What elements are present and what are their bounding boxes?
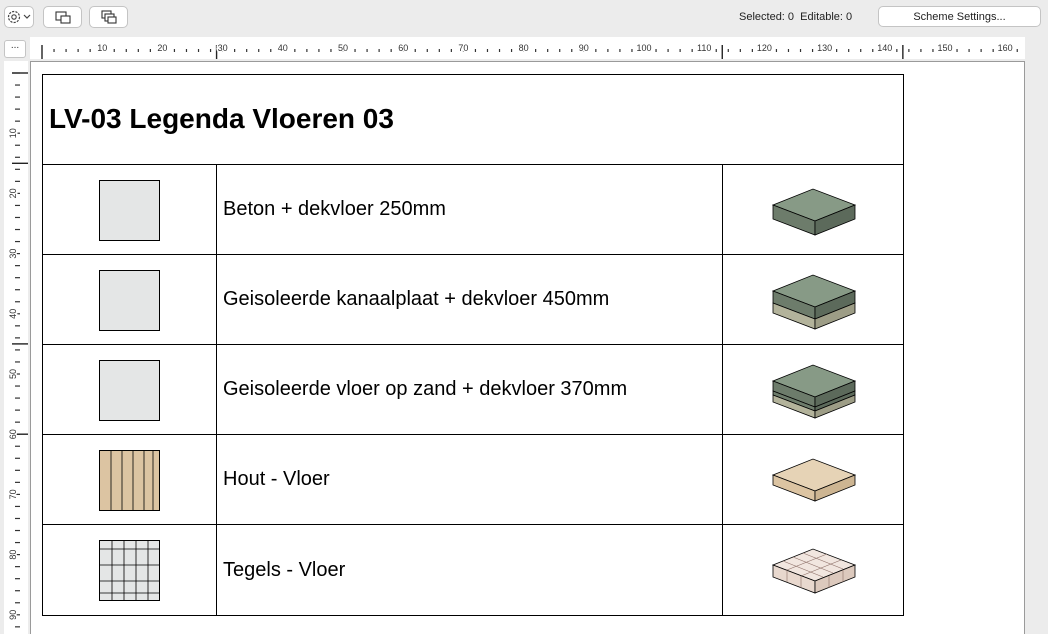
- wood-floor-preview-icon: [771, 453, 857, 507]
- description-cell: [217, 525, 723, 615]
- select-multiple-button[interactable]: [89, 6, 128, 28]
- scheme-settings-button[interactable]: Scheme Settings...: [878, 6, 1041, 27]
- floor-slab-preview-icon: [771, 183, 857, 237]
- preview-cell: [723, 345, 903, 434]
- select-element-button[interactable]: [43, 6, 82, 28]
- selected-count: Selected: 0: [739, 11, 795, 23]
- ruler-label: 10: [97, 43, 108, 53]
- insulated-slab-swatch: [99, 270, 160, 331]
- ruler-label: 30: [8, 248, 18, 259]
- settings-button[interactable]: [4, 6, 34, 28]
- row-description: Hout - Vloer: [223, 468, 330, 490]
- preview-cell: [723, 165, 903, 254]
- legend-row[interactable]: [43, 435, 903, 525]
- legend-title-cell: [43, 75, 903, 165]
- row-description: Tegels - Vloer: [223, 558, 346, 581]
- legend-row[interactable]: [43, 165, 903, 255]
- selection-status: [739, 11, 852, 23]
- concrete-swatch: [99, 180, 160, 241]
- ruler-label: 90: [578, 43, 589, 53]
- legend-row[interactable]: [43, 525, 903, 615]
- floor-slab-preview-icon: [771, 363, 857, 421]
- legend-row[interactable]: [43, 255, 903, 345]
- legend-table[interactable]: [42, 74, 904, 616]
- ruler-label: 140: [877, 43, 893, 53]
- pattern-cell: [43, 255, 217, 344]
- ruler-label: 130: [817, 43, 833, 53]
- ruler-label: 40: [8, 308, 18, 319]
- ruler-label: 20: [157, 43, 168, 53]
- description-cell: [217, 255, 723, 344]
- pattern-cell: [43, 435, 217, 524]
- ruler-label: 100: [636, 43, 652, 53]
- ruler-label: 10: [8, 128, 18, 139]
- description-cell: [217, 435, 723, 524]
- ruler-label: 40: [277, 43, 288, 53]
- select-element-icon: [53, 9, 73, 25]
- vertical-ruler-ticks: [4, 61, 28, 634]
- horizontal-ruler[interactable]: [30, 37, 1025, 59]
- select-multiple-icon: [99, 9, 119, 25]
- editable-count: Editable: 0: [800, 11, 853, 23]
- ruler-label: 70: [8, 489, 18, 500]
- tile-floor-preview-icon: [771, 543, 857, 599]
- pattern-cell: [43, 345, 217, 434]
- legend-row[interactable]: [43, 345, 903, 435]
- pattern-cell: [43, 165, 217, 254]
- preview-cell: [723, 255, 903, 344]
- ruler-label: 120: [756, 43, 772, 53]
- tile-swatch: [99, 540, 160, 601]
- ruler-label: 60: [8, 429, 18, 440]
- description-cell: [217, 165, 723, 254]
- row-description: Geisoleerde vloer op zand + dekvloer 370mm: [223, 378, 628, 400]
- ruler-label: 50: [337, 43, 349, 53]
- vertical-ruler[interactable]: [4, 61, 28, 634]
- legend-title: LV-03 Legenda Vloeren 03: [49, 103, 394, 134]
- toolbar: [0, 0, 1048, 36]
- pattern-cell: [43, 525, 217, 615]
- row-description: Geisoleerde kanaalplaat + dekvloer 450mm: [223, 288, 610, 310]
- ruler-label: 20: [8, 188, 18, 199]
- ruler-options-button[interactable]: ...: [4, 40, 26, 58]
- right-scroll-strip[interactable]: [1025, 37, 1048, 634]
- preview-cell: [723, 525, 903, 615]
- ruler-label: 90: [8, 609, 18, 620]
- preview-cell: [723, 435, 903, 524]
- ruler-label: 150: [937, 43, 953, 53]
- ruler-label: 70: [458, 43, 469, 53]
- insulated-floor-swatch: [99, 360, 160, 421]
- gear-icon: [6, 9, 32, 25]
- ruler-label: 160: [997, 43, 1013, 53]
- horizontal-ruler-ticks: [30, 37, 1025, 59]
- ruler-label: 60: [398, 43, 409, 53]
- ruler-label: 80: [518, 43, 529, 53]
- ruler-label: 30: [217, 43, 228, 53]
- floor-slab-preview-icon: [771, 273, 857, 333]
- ruler-label: 80: [8, 549, 18, 560]
- row-description: Beton + dekvloer 250mm: [223, 198, 446, 220]
- wood-swatch: [99, 450, 160, 511]
- ruler-label: 110: [697, 43, 712, 53]
- description-cell: [217, 345, 723, 434]
- ruler-label: 50: [8, 368, 18, 380]
